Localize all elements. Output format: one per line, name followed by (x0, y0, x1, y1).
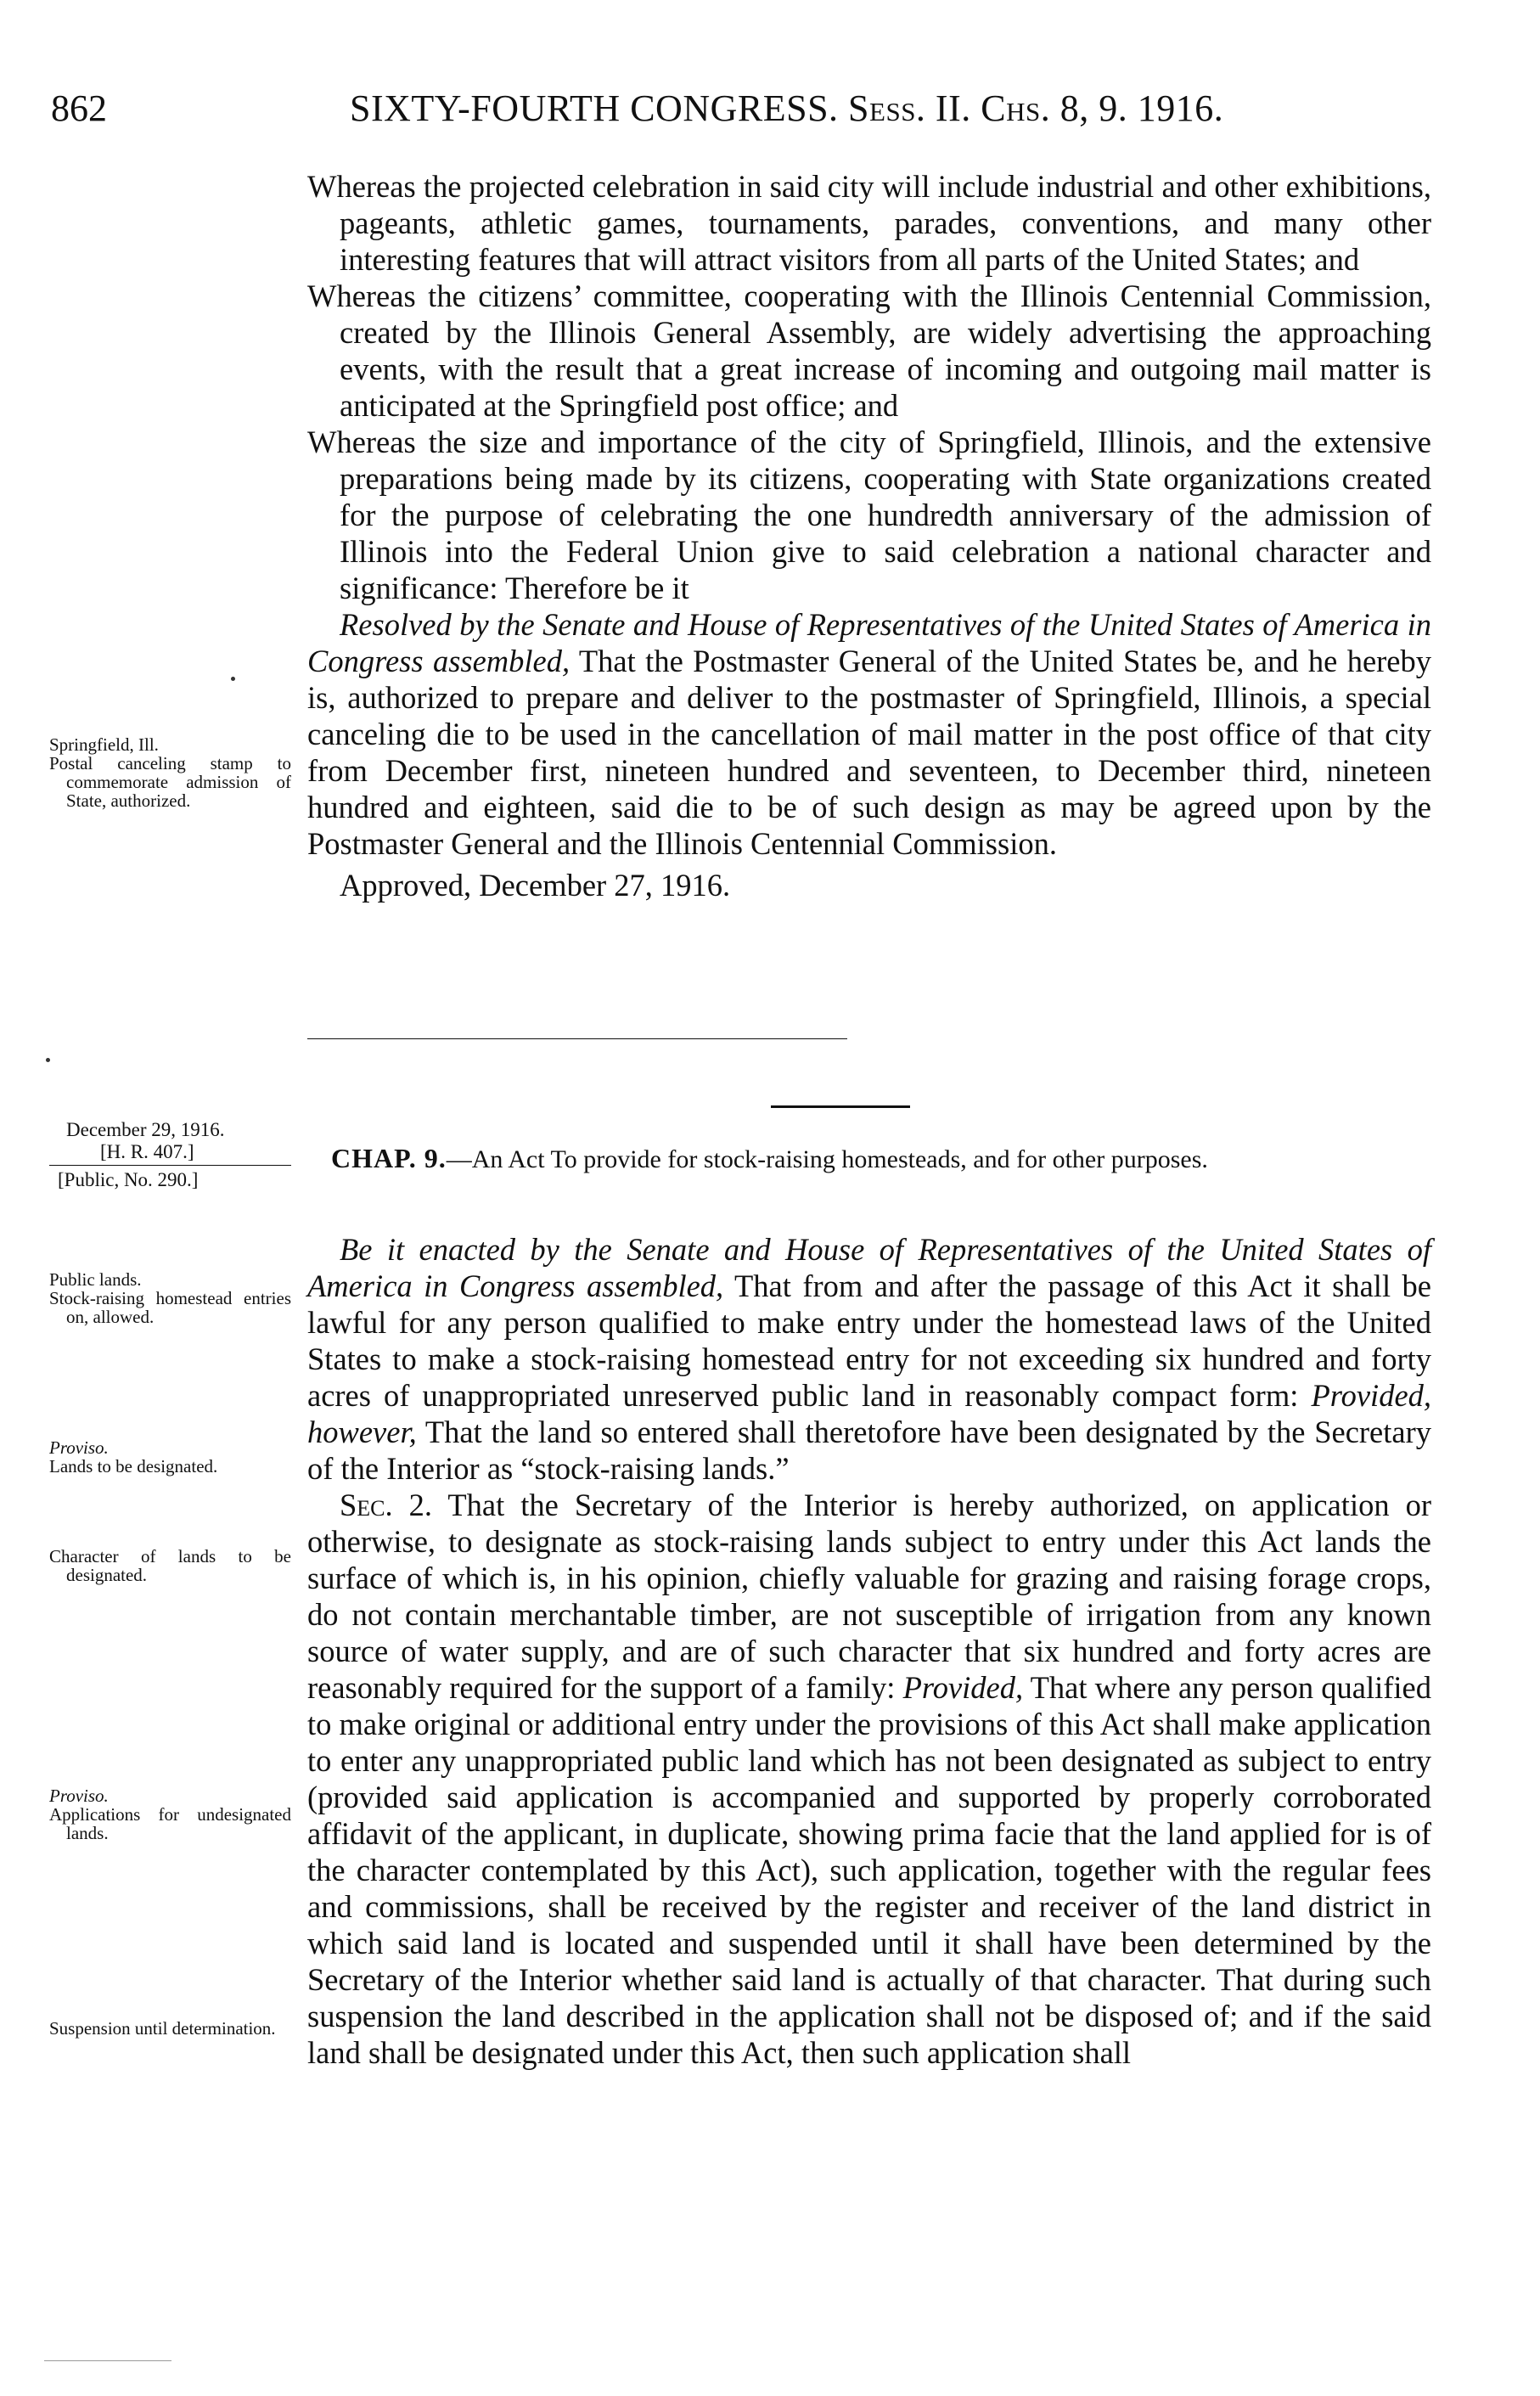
margin-note-springfield (49, 735, 291, 810)
margin-desc: Lands to be designated. (49, 1456, 218, 1476)
stray-mark (231, 677, 235, 681)
chapters-label: Chs. 8, 9. (981, 87, 1128, 129)
resolution-text: That the Postmaster General of the United States be, and he hereby is, authorized to prepare and deliver to the postmaster of Springfield, Illinois, a special canceling die to be used in the cancellation of mail matter in the post office of that city from December first, nineteen hundred and seventeen, to December third, nineteen hundred and eighteen, said die to be of such design as may be agreed upon by the Postmaster General and the Illinois Centennial Commission. (307, 644, 1431, 861)
section-1-proviso: Provided, however, (307, 1378, 1432, 1449)
proviso-label: Proviso. (49, 1786, 109, 1806)
section-1-text-a: That from and after the passage of this Act it shall be lawful for any person qualified to make entry under the homestead laws of the United States to make a stock-raising homestead entry for not exceeding six hundred and forty acres of unappropriated unreserved public land in reasonably compact form: (307, 1268, 1431, 1413)
session-label: Sess. II. (848, 87, 971, 129)
resolution-paragraph (307, 606, 1431, 862)
whereas-paragraph-1: Whereas the projected celebration in said city will include industrial and other exhibitions, pageants, athletic games, tournaments, parades, conventions, and many other interesting features that will attract visitors from all parts of the United States; and (307, 169, 1431, 277)
margin-desc: Applications for undesignated lands. (49, 1804, 291, 1843)
section-divider (771, 1105, 910, 1108)
chapter-title: —An Act To provide for stock-raising homesteads, and for other purposes. (446, 1145, 1208, 1173)
running-title (350, 87, 1223, 130)
margin-desc: Suspension until determination. (49, 2018, 276, 2039)
year-label: 1916. (1137, 87, 1224, 129)
proviso-label: Proviso. (49, 1437, 109, 1458)
section-2-text-b: That where any person qualified to make original or additional entry under the provisions of this Act shall make application to enter any unappropriated public land which has not been designated as subject to entry (provided said application is accompanied and supported by properly corroborated affidavit of the applicant, in duplicate, showing prima facie that the land applied for is of the character contemplated by this Act), such application, together with the regular fees and commissions, shall be received by the register and receiver of the land district in which said land is located and suspended until it shall have been determined by the Secretary of the Interior whether said land is actually of that character. That during such suspension the land described in the application shall not be disposed of; and if the said land shall be designated under this Act, then such application shall (307, 1670, 1432, 2070)
margin-note-suspension (49, 2019, 291, 2038)
enacting-clause: Be it enacted by the Senate and House of Representatives of the United States of America in Congress assembled, (307, 1232, 1431, 1303)
section-2-label: Sec. 2. (340, 1488, 433, 1522)
whereas-paragraph-2: Whereas the citizens’ committee, cooperating with the Illinois Centennial Commission, created by the Illinois General Assembly, are widely advertising the approaching events, with the result that a great increase of incoming and outgoing mail matter is anticipated at the Springfield post office; and (307, 278, 1431, 423)
margin-desc: Stock-raising homestead entries on, allowed. (49, 1288, 291, 1327)
margin-desc: Character of lands to be designated. (49, 1546, 291, 1585)
margin-note-character (49, 1547, 291, 1584)
section-2-proviso: Provided, (902, 1670, 1024, 1705)
resolution-body (307, 168, 1431, 903)
congress-title: SIXTY-FOURTH CONGRESS. (350, 87, 839, 129)
section-1-text-b: That the land so entered shall theretofore have been designated by the Secretary of the Interior as “stock-raising lands.” (307, 1415, 1431, 1486)
resolving-clause: Resolved by the Senate and House of Representatives of the United States of America in Congress assembled, (307, 607, 1431, 678)
page-number: 862 (51, 87, 107, 129)
chapter-heading (307, 1143, 1431, 1175)
whereas-paragraph-3: Whereas the size and importance of the city of Springfield, Illinois, and the extensive preparations being made by its citizens, cooperating with State organizations created for the purpose of celebrating the one hundredth anniversary of the admission of Illinois into the Federal Union give to said celebration a national character and significance: Therefore be it (307, 425, 1431, 605)
page-header (51, 87, 1435, 138)
public-law-number: [Public, No. 290.] (58, 1169, 199, 1190)
section-2-paragraph (307, 1487, 1431, 2071)
chapter-label: CHAP. 9. (331, 1143, 447, 1173)
section-2-text-a: That the Secretary of the Interior is hereby authorized, on application or otherwise, to designate as stock-raising lands subject to entry under this Act lands the surface of which is, in his opinion, chiefly valuable for grazing and raising forage crops, do not contain merchantable timber, are not susceptible of irrigation from any known source of water supply, and are of such character that six hundred and forty acres are reasonably required for the support of a family: (307, 1488, 1431, 1705)
margin-note-proviso-2 (49, 1786, 291, 1842)
footer-rule (44, 2360, 171, 2361)
act-body (307, 1231, 1431, 2071)
margin-note-public-lands (49, 1270, 291, 1326)
margin-place: Springfield, Ill. (49, 734, 159, 755)
margin-desc: Postal canceling stamp to commemorate admission of State, authorized. (49, 753, 291, 811)
margin-note-chapter-info (49, 1119, 291, 1191)
approval-line: Approved, December 27, 1916. (340, 868, 731, 903)
chapter-date: December 29, 1916. (66, 1119, 225, 1140)
margin-note-proviso-1 (49, 1438, 291, 1476)
section-1-paragraph (307, 1231, 1431, 1487)
end-rule (307, 1038, 847, 1039)
stray-mark (46, 1058, 50, 1062)
bill-number: [H. R. 407.] (49, 1141, 291, 1166)
margin-title: Public lands. (49, 1269, 142, 1290)
